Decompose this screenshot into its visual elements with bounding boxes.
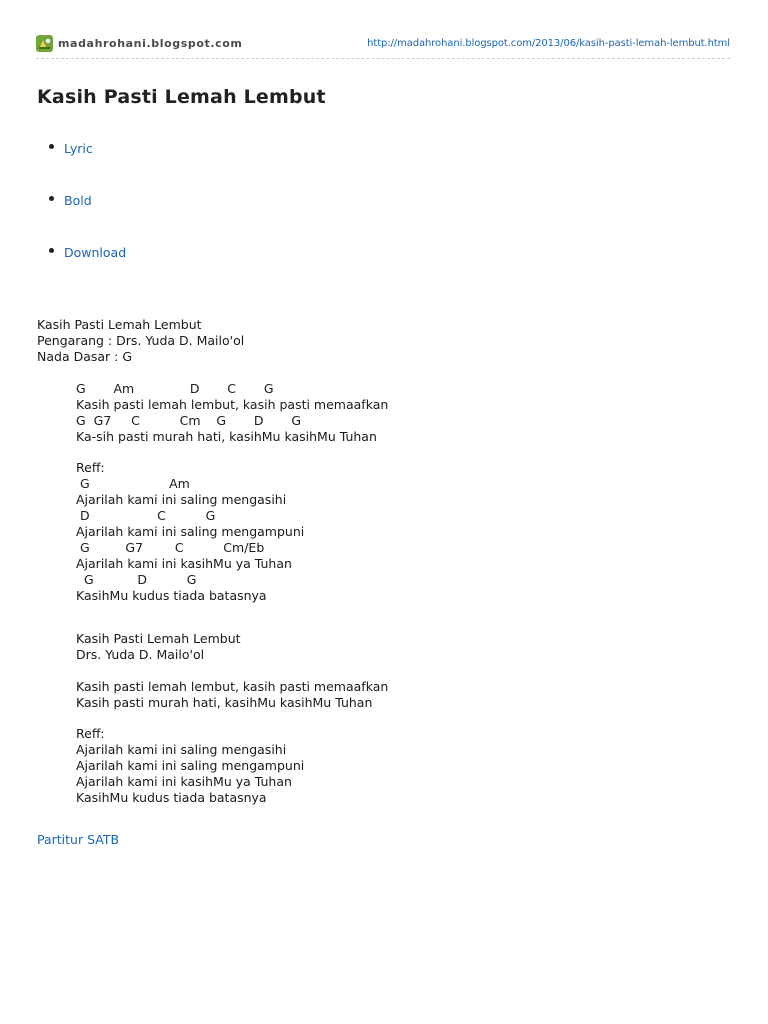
song-meta xyxy=(37,317,244,365)
download-link[interactable]: Download xyxy=(64,245,127,260)
chord-reff: Reff: G Am Ajarilah kami ini saling mengasihi D C G Ajarilah kami ini saling mengampuni G G7 C Cm/Eb Ajarilah kami ini kasihMu ya Tuhan G D G KasihMu kudus tiada batasnya xyxy=(76,460,305,603)
song-key: Nada Dasar : G xyxy=(37,349,133,364)
lyrics-verse: Kasih pasti lemah lembut, kasih pasti memaafkan Kasih pasti murah hati, kasihMu kasihMu Tuhan xyxy=(76,679,389,710)
lyrics-header xyxy=(76,631,241,663)
lyrics-title: Kasih Pasti Lemah Lembut xyxy=(76,631,241,646)
site-name: madahrohani.blogspot.com xyxy=(58,37,243,50)
header-divider xyxy=(36,58,730,59)
tab-nav xyxy=(36,138,126,294)
nav-item-bold xyxy=(36,190,126,242)
lyric-link[interactable]: Lyric xyxy=(64,141,93,156)
chord-verse: G Am D C G Kasih pasti lemah lembut, kasih pasti memaafkan G G7 C Cm G D G Ka-sih pasti murah hati, kasihMu kasihMu Tuhan xyxy=(76,381,389,444)
song-composer: Pengarang : Drs. Yuda D. Mailo'ol xyxy=(37,333,245,348)
nav-item-lyric xyxy=(36,138,126,190)
partitur-satb-link[interactable]: Partitur SATB xyxy=(37,832,120,847)
nav-item-download xyxy=(36,242,126,294)
lyrics-author: Drs. Yuda D. Mailo'ol xyxy=(76,647,205,662)
page-url-link[interactable]: http://madahrohani.blogspot.com/2013/06/kasih-pasti-lemah-lembut.html xyxy=(367,38,730,49)
site-logo-icon xyxy=(36,35,53,52)
page-header xyxy=(36,34,730,60)
bold-link[interactable]: Bold xyxy=(64,193,92,208)
page-title: Kasih Pasti Lemah Lembut xyxy=(37,86,326,108)
lyrics-reff: Reff: Ajarilah kami ini saling mengasihi Ajarilah kami ini saling mengampuni Ajarilah kami ini kasihMu ya Tuhan KasihMu kudus tiada batasnya xyxy=(76,726,305,805)
song-title: Kasih Pasti Lemah Lembut xyxy=(37,317,202,332)
